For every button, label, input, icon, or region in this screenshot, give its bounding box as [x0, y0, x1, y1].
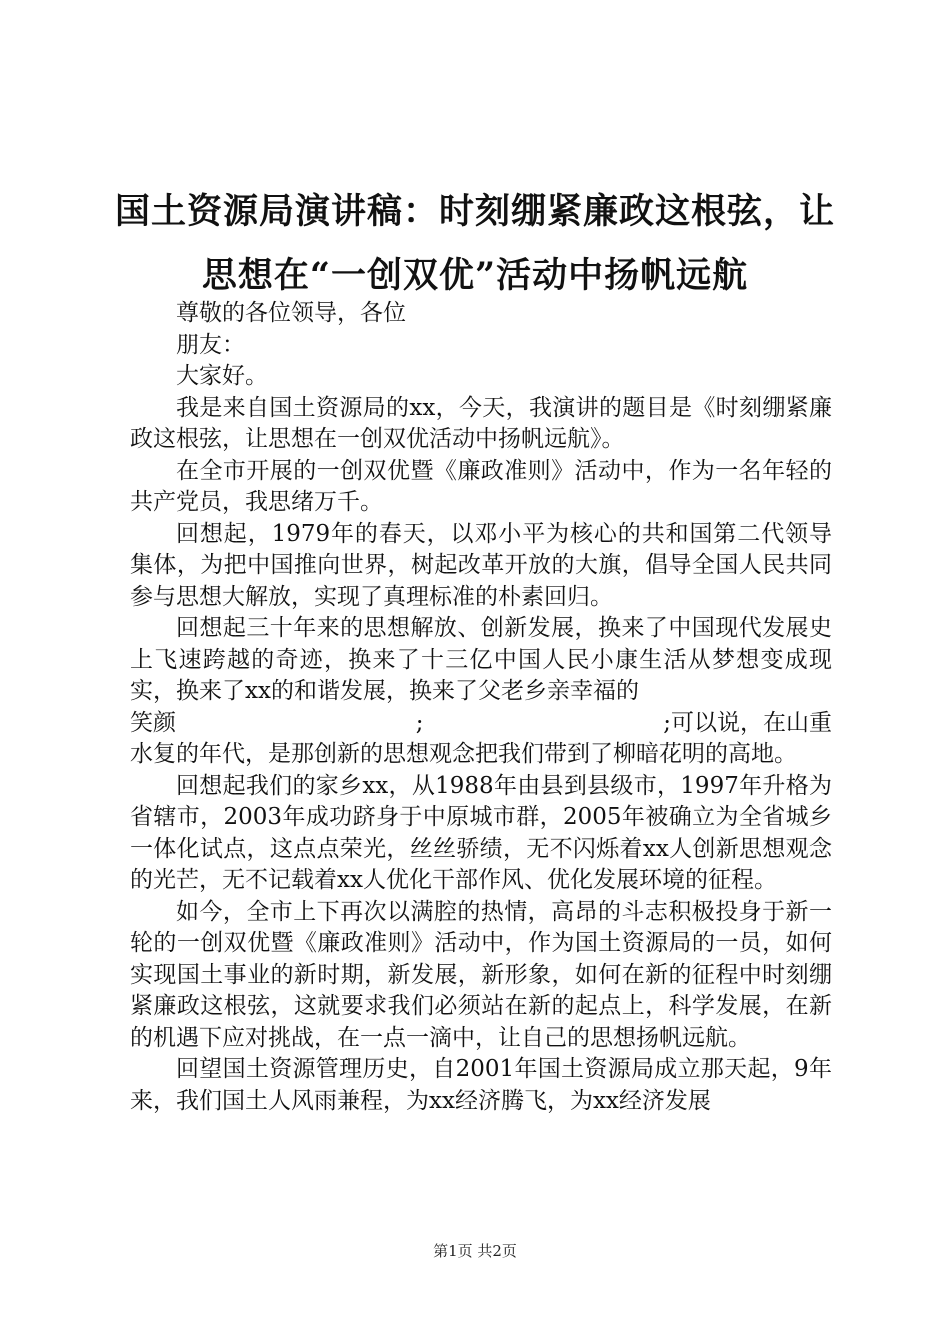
paragraph-2: 在全市开展的一创双优暨《廉政准则》活动中，作为一名年轻的共产党员，我思绪万千。	[130, 457, 832, 515]
title-line-2: 思想在“一创双优”活动中扬帆远航	[201, 255, 749, 296]
fill-continuation: ;可以说，在山重	[663, 709, 832, 736]
title-line-1: 国土资源局演讲稿：时刻绷紧廉政这根弦，让	[114, 191, 835, 232]
greeting-line-1: 尊敬的各位领导，各位	[176, 300, 406, 326]
page-title	[110, 180, 840, 308]
paragraph-4: 回想起三十年来的思想解放、创新发展，换来了中国现代发展史上飞速跨越的奇迹，换来了十三亿中国人民小康生活从梦想变成现实，换来了xx的和谐发展，换来了父老乡亲幸福的	[130, 615, 832, 704]
paragraph-3: 回想起，1979年的春天，以邓小平为核心的共和国第二代领导集体，为把中国推向世界，树起改革开放的大旗，倡导全国人民共同参与思想大解放，实现了真理标准的朴素回归。	[130, 520, 832, 610]
paragraph-4-fill-line	[130, 708, 832, 740]
document-body	[130, 298, 832, 1117]
fill-semicolon: ;	[415, 709, 424, 736]
hello-line: 大家好。	[176, 363, 268, 389]
greeting-line-2: 朋友：	[176, 331, 245, 358]
paragraph-7: 回望国土资源管理历史，自2001年国土资源局成立那天起，9年来，我们国土人风雨兼程，为xx经济腾飞，为xx经济发展	[130, 1056, 832, 1114]
paragraph-1: 我是来自国土资源局的xx，今天，我演讲的题目是《时刻绷紧廉政这根弦，让思想在一创双优活动中扬帆远航》。	[130, 394, 832, 452]
fill-word: 笑颜	[130, 709, 176, 736]
paragraph-6: 如今，全市上下再次以满腔的热情，高昂的斗志积极投身于新一轮的一创双优暨《廉政准则》活动中，作为国土资源局的一员，如何实现国土事业的新时期，新发展，新形象，如何在新的征程中时刻绷紧廉政这根弦，这就要求我们必须站在新的起点上，科学发展，在新的机遇下应对挑战，在一点一滴中，让自己的思想扬帆远航。	[130, 898, 832, 1051]
paragraph-5: 回想起我们的家乡xx，从1988年由县到县级市，1997年升格为省辖市，2003年成功跻身于中原城市群，2005年被确立为全省城乡一体化试点，这点点荣光，丝丝骄绩，无不闪烁着xx人创新思想观念的光芒，无不记载着xx人优化干部作风、优化发展环境的征程。	[130, 772, 832, 893]
page-footer: 第1页 共2页	[433, 1242, 517, 1260]
paragraph-4-tail: 水复的年代，是那创新的思想观念把我们带到了柳暗花明的高地。	[130, 741, 797, 767]
